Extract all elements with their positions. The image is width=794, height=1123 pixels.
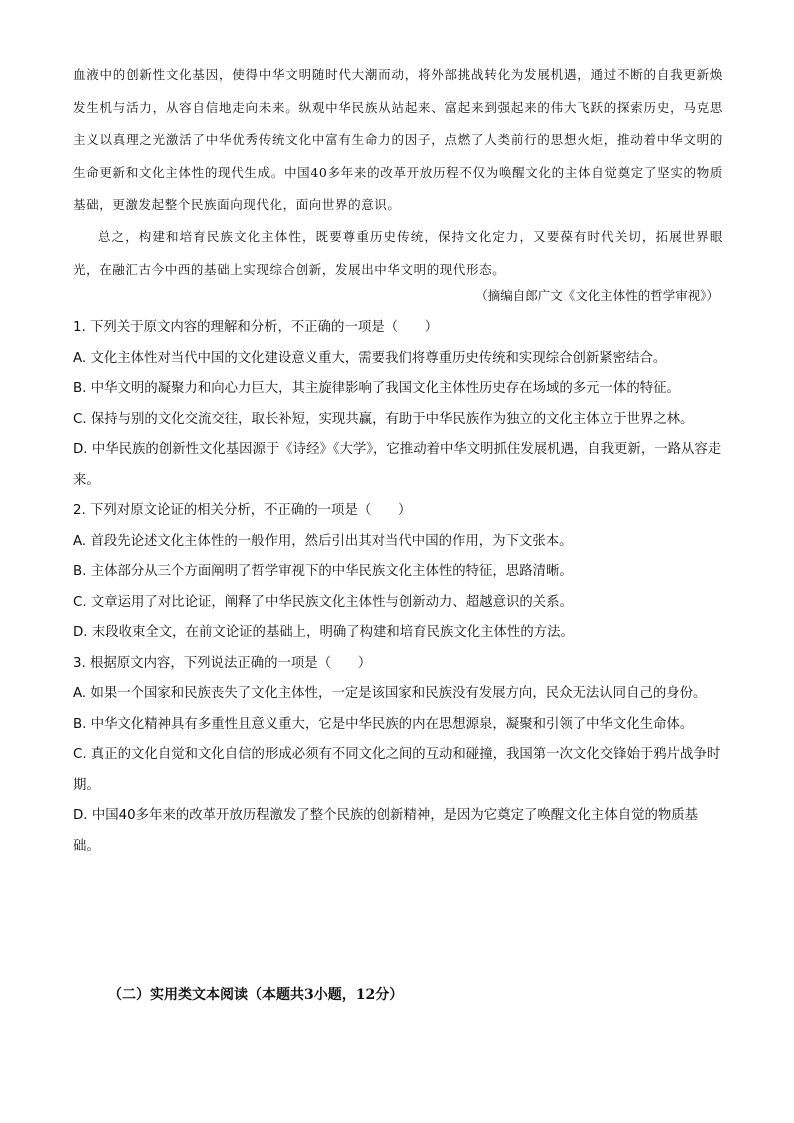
question-stem: 2. 下列对原文论证的相关分析，不正确的一项是（ ）: [73, 503, 412, 518]
option-c: C. 真正的文化自觉和文化自信的形成必须有不同文化之间的互动和碰撞，我国第一次文化交锋始于鸦片战争时期。: [73, 747, 721, 793]
question-3: [73, 649, 723, 863]
passage-text: 总之，构建和培育民族文化主体性，既要尊重历史传统，保持文化定力，又要葆有时代关切，拓展世界眼光，在融汇古今中西的基础上实现综合创新，发展出中华文明的现代形态。: [73, 229, 723, 277]
question-2: [73, 496, 723, 649]
option-a: A. 文化主体性对当代中国的文化建设意义重大，需要我们将尊重历史传统和实现综合创新紧密结合。: [73, 350, 667, 366]
question-1: [73, 313, 723, 496]
section-heading: （二）实用类文本阅读（本题共3小题，12分）: [108, 987, 404, 1003]
question-stem: 3. 根据原文内容，下列说法正确的一项是（ ）: [73, 655, 372, 671]
question-stem: 1. 下列关于原文内容的理解和分析，不正确的一项是（ ）: [73, 320, 439, 335]
option-d: D. 中华民族的创新性文化基因源于《诗经》《大学》，它推动着中华文明抓住发展机遇，自我更新，一路从容走来。: [73, 442, 722, 488]
option-c: C. 保持与别的文化交流交往，取长补短，实现共赢，有助于中华民族作为独立的文化主体立于世界之林。: [73, 411, 694, 427]
source-citation: （摘编自郎广文《文化主体性的哲学审视》）: [475, 288, 719, 303]
option-c: C. 文章运用了对比论证，阐释了中华民族文化主体性与创新动力、超越意识的关系。: [73, 594, 573, 610]
option-b: B. 中华文明的凝聚力和向心力巨大，其主旋律影响了我国文化主体性历史存在场域的多元一体的特征。: [73, 381, 680, 396]
option-b: B. 中华文化精神具有多重性且意义重大，它是中华民族的内在思想源泉，凝聚和引领了中华文化生命体。: [73, 716, 694, 732]
option-b: B. 主体部分从三个方面阐明了哲学审视下的中华民族文化主体性的特征，思路清晰。: [73, 564, 573, 579]
option-a: A. 如果一个国家和民族丧失了文化主体性，一定是该国家和民族没有发展方向，民众无法认同自己的身份。: [73, 686, 707, 701]
passage-paragraph-2: [73, 221, 723, 286]
question-list: [73, 313, 723, 862]
option-d: D. 末段收束全文，在前文论证的基础上，明确了构建和培育民族文化主体性的方法。: [73, 625, 574, 640]
passage-paragraph-1: [73, 59, 723, 222]
passage-text: 血液中的创新性文化基因，使得中华文明随时代大潮而动，将外部挑战转化为发展机遇，通过不断的自我更新焕发生机与活力，从容自信地走向未来。纵观中华民族从站起来、富起来到强起来的伟大飞跃的探索历史，马克思主义以真理之光激活了中华优秀传统文化中富有生命力的因子，点燃了人类前行的思想火炬，推动着中华文明的生命更新和文化主体性的现代生成。中国40多年来的改革开放历程不仅为唤醒文化的主体自觉奠定了坚实的物质基础，更激发起整个民族面向现代化，面向世界的意识。: [73, 67, 723, 212]
option-a: A. 首段先论述文化主体性的一般作用，然后引出其对当代中国的作用，为下文张本。: [73, 533, 573, 549]
option-d: D. 中国40多年来的改革开放历程激发了整个民族的创新精神，是因为它奠定了唤醒文化主体自觉的物质基础。: [73, 808, 699, 854]
